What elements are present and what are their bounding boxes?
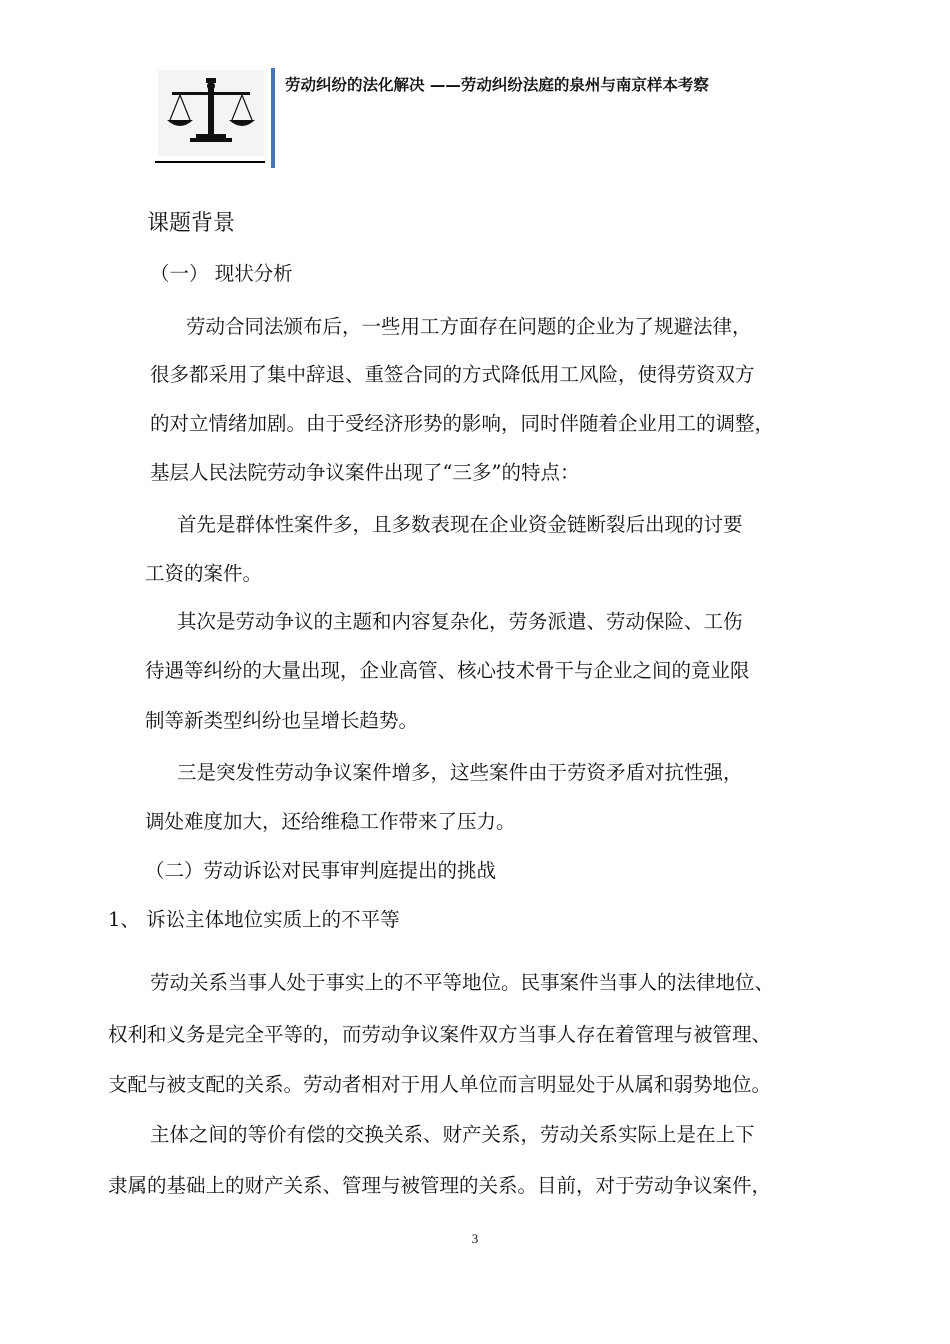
paragraph-line: 劳动合同法颁布后，一些用工方面存在问题的企业为了规避法律， (186, 315, 752, 338)
list-item-title: 1、 诉讼主体地位实质上的不平等 (108, 908, 400, 931)
paragraph-line: 很多都采用了集中辞退、重签合同的方式降低用工风险，使得劳资双方 (150, 363, 755, 386)
paragraph-line: 劳动关系当事人处于事实上的不平等地位。民事案件当事人的法律地位、 (150, 971, 775, 994)
paragraph-line: 主体之间的等价有偿的交换关系、财产关系，劳动关系实际上是在上下 (150, 1123, 755, 1146)
header-title: 劳动纠纷的法化解决 ——劳动纠纷法庭的泉州与南京样本考察 (285, 76, 709, 94)
paragraph-line: 待遇等纠纷的大量出现，企业高管、核心技术骨干与企业之间的竟业限 (145, 659, 750, 682)
paragraph-line: 调处难度加大，还给维稳工作带来了压力。 (145, 810, 516, 833)
header-underline (155, 161, 265, 163)
scales-of-justice-icon (158, 70, 264, 156)
page-number: 3 (471, 1231, 479, 1246)
paragraph-line: 首先是群体性案件多，且多数表现在企业资金链断裂后出现的讨要 (177, 513, 743, 536)
paragraph-line: 的对立情绪加剧。由于受经济形势的影响，同时伴随着企业用工的调整， (150, 412, 775, 435)
paragraph-line: 其次是劳动争议的主题和内容复杂化，劳务派遣、劳动保险、工伤 (177, 610, 743, 633)
paragraph-line: 隶属的基础上的财产关系、管理与被管理的关系。目前，对于劳动争议案件， (108, 1174, 772, 1197)
subsection-title-challenges: （二）劳动诉讼对民事审判庭提出的挑战 (145, 859, 497, 882)
paragraph-line: 三是突发性劳动争议案件增多，这些案件由于劳资矛盾对抗性强， (177, 761, 743, 784)
paragraph-line: 支配与被支配的关系。劳动者相对于用人单位而言明显处于从属和弱势地位。 (108, 1073, 772, 1096)
paragraph-line: 基层人民法院劳动争议案件出现了“三多”的特点： (150, 461, 580, 484)
subsection-title-status: （一） 现状分析 (150, 262, 293, 285)
scales-of-justice-logo (158, 70, 264, 156)
header-divider (271, 68, 275, 168)
section-heading: 课题背景 (147, 211, 236, 236)
paragraph-line: 制等新类型纠纷也呈增长趋势。 (145, 709, 419, 732)
paragraph-line: 权利和义务是完全平等的，而劳动争议案件双方当事人存在着管理与被管理、 (108, 1023, 772, 1046)
paragraph-line: 工资的案件。 (145, 562, 263, 585)
